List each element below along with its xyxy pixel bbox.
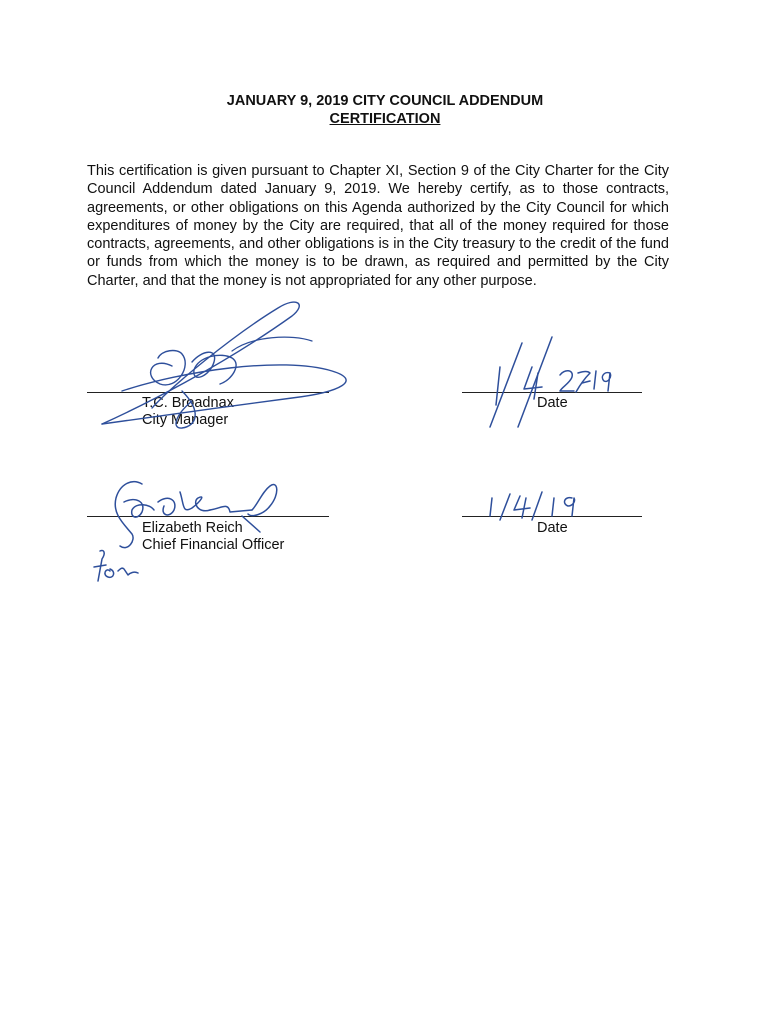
subtitle-text: CERTIFICATION (329, 111, 441, 127)
handwritten-for-note (90, 545, 140, 585)
handwritten-date-cfo (484, 484, 604, 524)
handwritten-date-city-manager (478, 325, 628, 430)
date-label-city-manager: Date (537, 395, 568, 411)
page-title: JANUARY 9, 2019 CITY COUNCIL ADDENDUM (226, 93, 544, 109)
date-label-cfo: Date (537, 520, 568, 536)
signatory-name-cfo: Elizabeth Reich (142, 520, 243, 536)
handwritten-signature-cfo (102, 474, 302, 554)
page-subtitle (0, 110, 770, 128)
signatory-title-city-manager: City Manager (142, 412, 229, 428)
handwritten-signature-city-manager (82, 296, 422, 436)
certification-text: This certification is given pursuant to Chapter XI, Section 9 of the City Charter for the City Council Addendum dated January 9, 2019. We hereby certify, as to those contracts, agreements, or other obligations on this Agenda authorized by the City Council for which expenditures of money by the City are required, that all of the money required for those contracts, agreements, and other obligations is in the City treasury to the credit of the fund or funds from which the money is to be drawn, as required and permitted by the City Charter, and that the money is not appropriated for any other purpose. (87, 163, 669, 289)
signatory-title-cfo: Chief Financial Officer (142, 537, 285, 553)
signatory-name-city-manager: T.C. Broadnax (142, 395, 234, 411)
